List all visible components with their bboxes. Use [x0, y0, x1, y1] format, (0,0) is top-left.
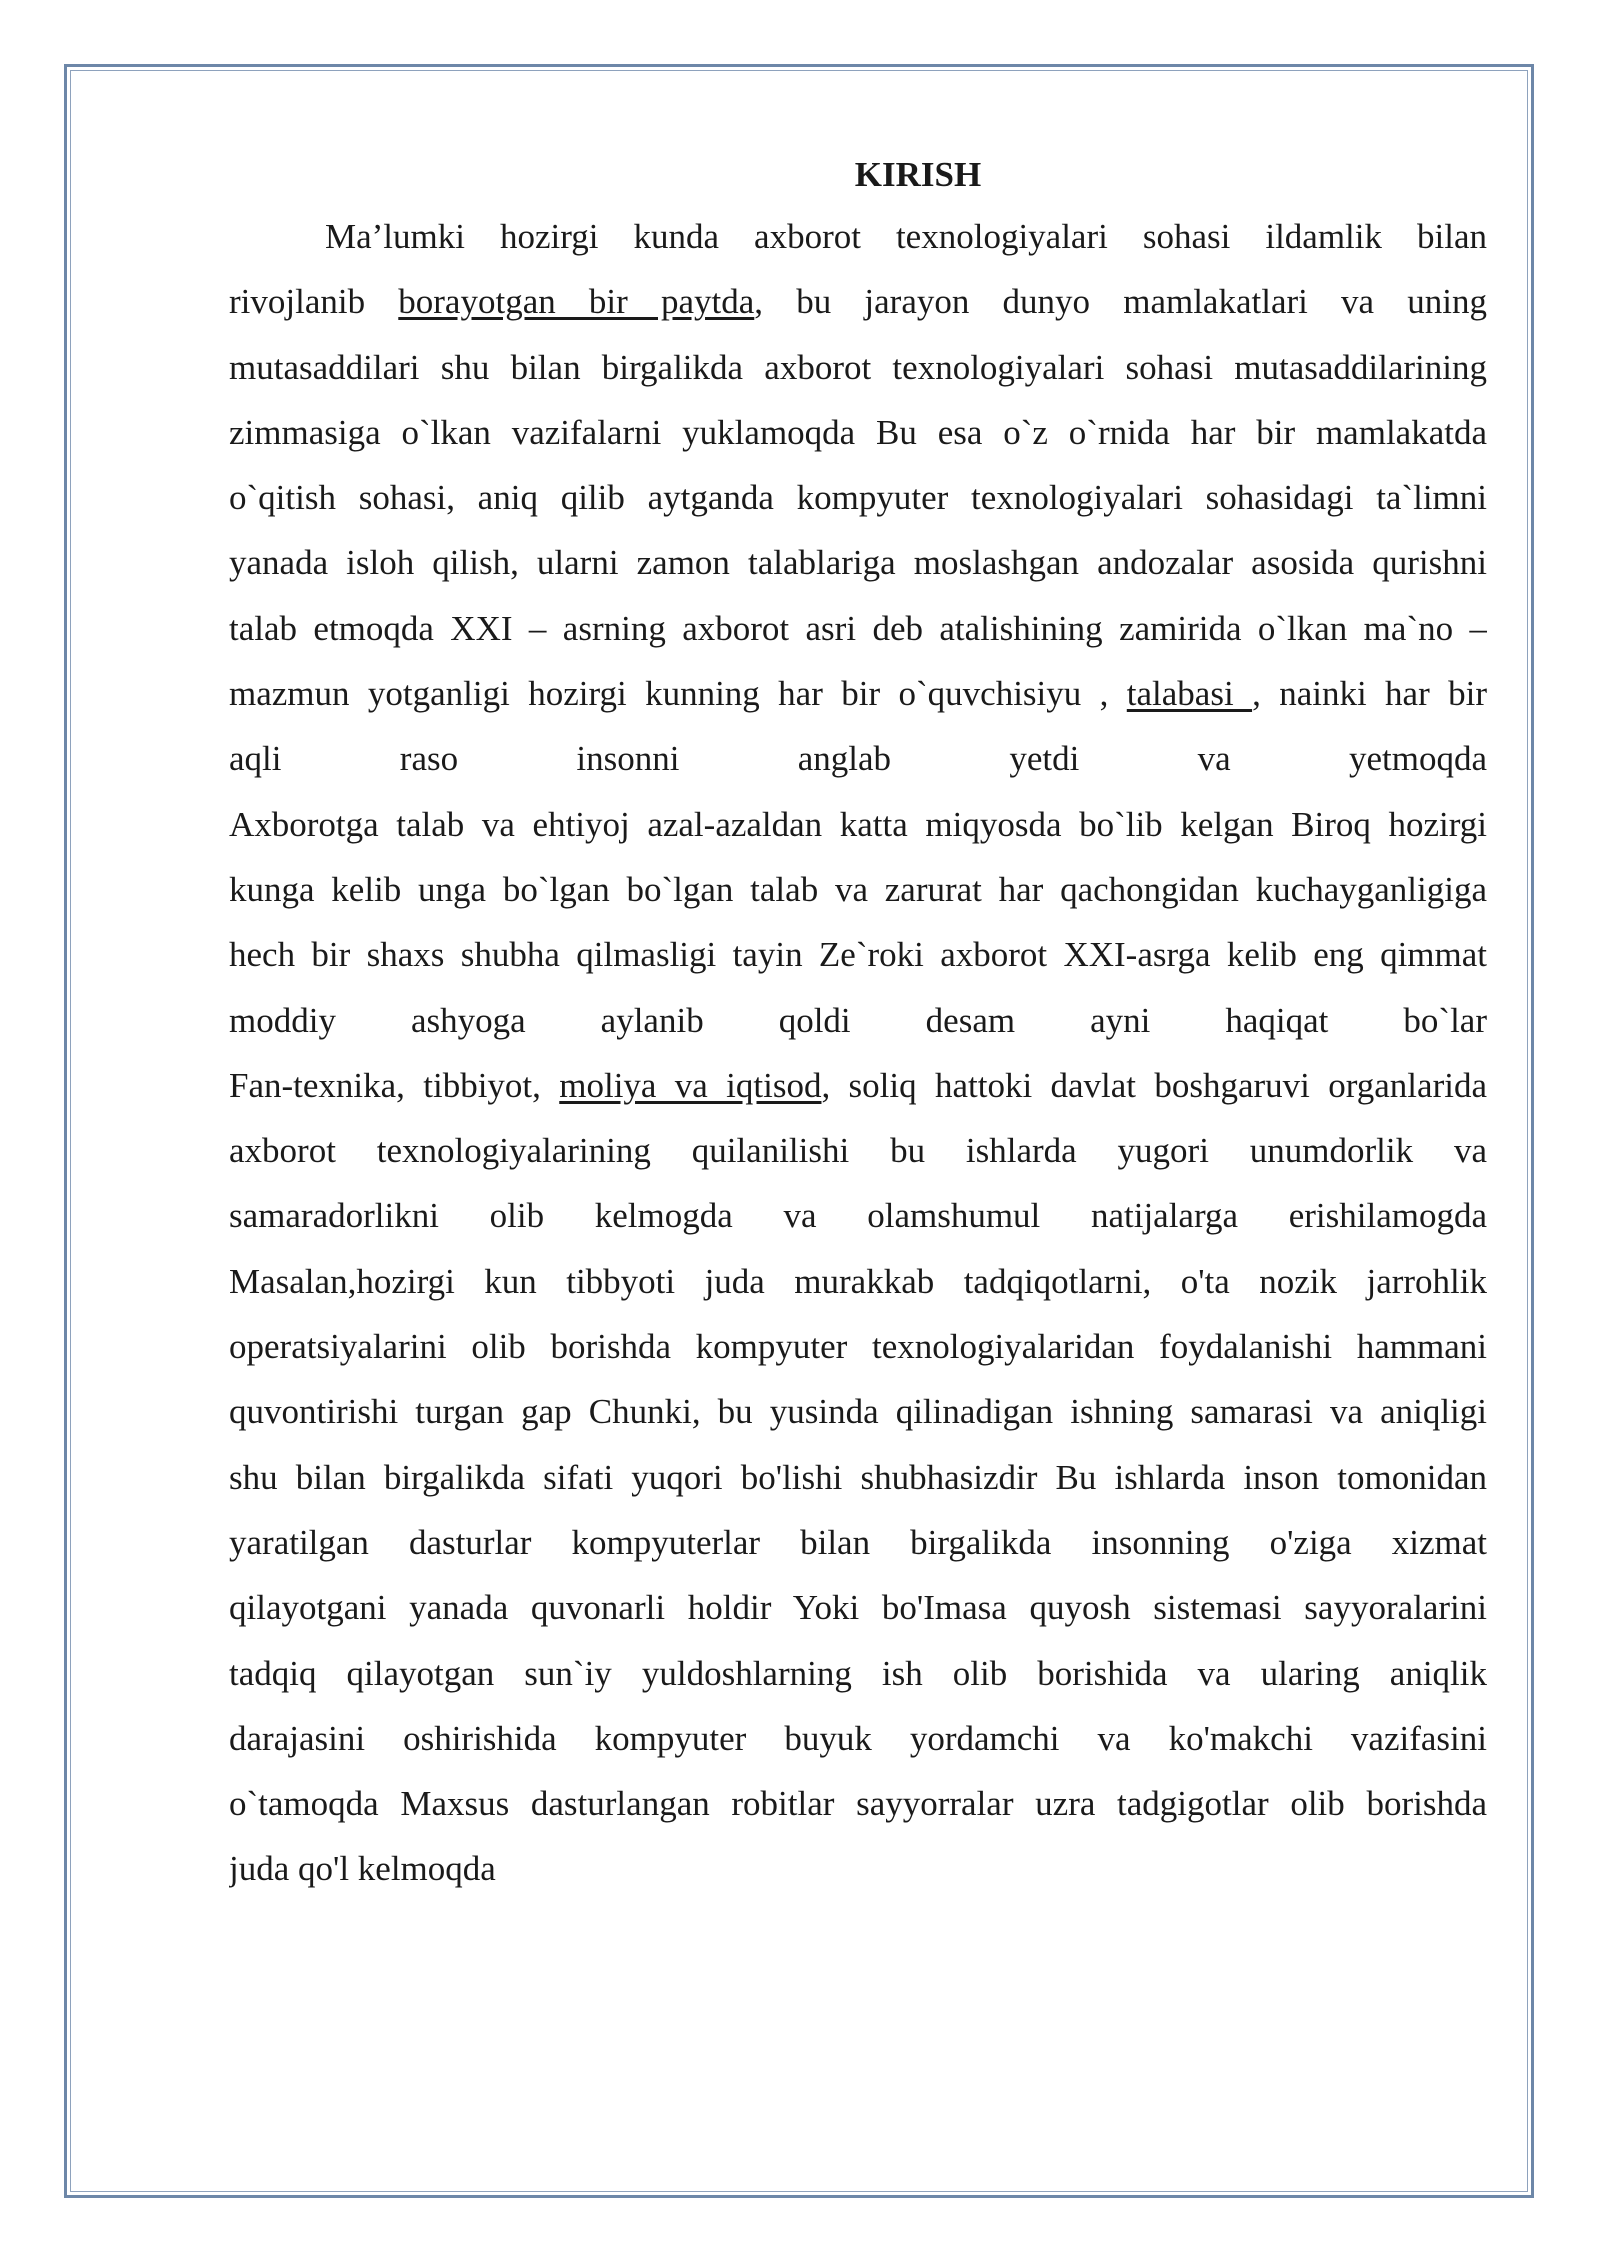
underlined-text: borayotgan bir paytda	[398, 282, 755, 322]
text-run: o`tamoqda Maxsus dasturlangan robitlar sayyorralar uzra tadgigotlar olib borishda	[229, 1784, 1487, 1824]
text-run: talab etmoqda XXI – asrning axborot asri deb atalishining zamirida o`lkan ma`no –	[229, 608, 1487, 648]
text-line	[229, 1314, 1487, 1379]
text-run: Masalan,hozirgi kun tibbyoti juda murakkab tadqiqotlarni, o'ta nozik jarrohlik	[229, 1261, 1487, 1301]
text-line	[229, 661, 1487, 726]
text-run: Fan-texnika, tibbiyot,	[229, 1065, 560, 1105]
text-line	[229, 792, 1487, 857]
paragraph	[229, 204, 1487, 1902]
text-line	[229, 204, 1487, 269]
text-run: juda qo'l kelmoqda	[229, 1849, 496, 1889]
text-line	[229, 1249, 1487, 1314]
text-line	[229, 1183, 1487, 1248]
text-run: darajasini oshirishida kompyuter buyuk yordamchi va ko'makchi vazifasini	[229, 1718, 1487, 1758]
text-line	[229, 1379, 1487, 1444]
document-body	[229, 150, 1487, 1902]
text-run: aqli raso insonni anglab yetdi va yetmoqda	[229, 739, 1487, 779]
text-run: , bu jarayon dunyo mamlakatlari va uning	[754, 282, 1487, 322]
text-run: qilayotgani yanada quvonarli holdir Yoki bo'Imasa quyosh sistemasi sayyoralarini	[229, 1588, 1487, 1628]
text-line	[229, 1053, 1487, 1118]
text-line	[229, 922, 1487, 987]
text-run: shu bilan birgalikda sifati yuqori bo'lishi shubhasizdir Bu ishlarda inson tomonidan	[229, 1457, 1487, 1497]
text-run: yanada isloh qilish, ularni zamon talablariga moslashgan andozalar asosida qurishni	[229, 543, 1487, 583]
text-run: mazmun yotganligi hozirgi kunning har bir o`quvchisiyu ,	[229, 674, 1127, 714]
text-line	[229, 400, 1487, 465]
text-run: zimmasiga o`lkan vazifalarni yuklamoqda Bu esa o`z o`rnida har bir mamlakatda	[229, 412, 1487, 452]
text-run: rivojlanib	[229, 282, 399, 322]
text-line	[229, 596, 1487, 661]
text-run: yaratilgan dasturlar kompyuterlar bilan birgalikda insonning o'ziga xizmat	[229, 1522, 1487, 1562]
underlined-text: talabasi	[1126, 674, 1253, 714]
text-run: o`qitish sohasi, aniq qilib aytganda kompyuter texnologiyalari sohasidagi ta`limni	[229, 478, 1487, 518]
text-line	[229, 1510, 1487, 1575]
text-run: operatsiyalarini olib borishda kompyuter texnologiyalaridan foydalanishi hammani	[229, 1327, 1487, 1367]
text-line	[229, 1445, 1487, 1510]
text-line	[229, 1836, 1487, 1901]
text-run: tadqiq qilayotgan sun`iy yuldoshlarning ish olib borishida va ularing aniqlik	[229, 1653, 1487, 1693]
text-run: Ma’lumki hozirgi kunda axborot texnologiyalari sohasi ildamlik bilan	[325, 217, 1487, 256]
text-run: Axborotga talab va ehtiyoj azal-azaldan katta miqyosda bo`lib kelgan Biroq hozirgi	[229, 804, 1487, 844]
page-title: KIRISH	[854, 155, 982, 194]
text-line	[229, 726, 1487, 791]
text-line	[229, 1118, 1487, 1183]
text-run: samaradorlikni olib kelmogda va olamshumul natijalarga erishilamogda	[229, 1196, 1487, 1236]
text-run: moddiy ashyoga aylanib qoldi desam ayni haqiqat bo`lar	[229, 1000, 1487, 1040]
text-run: quvontirishi turgan gap Chunki, bu yusinda qilinadigan ishning samarasi va aniqligi	[229, 1392, 1487, 1432]
text-line	[229, 335, 1487, 400]
text-line	[229, 1575, 1487, 1640]
text-line	[229, 465, 1487, 530]
text-run: mutasaddilari shu bilan birgalikda axborot texnologiyalari sohasi mutasaddilarining	[229, 347, 1487, 387]
text-line	[229, 988, 1487, 1053]
text-line	[229, 1706, 1487, 1771]
text-run: , nainki har bir	[1252, 674, 1487, 714]
text-run: kunga kelib unga bo`lgan bo`lgan talab va zarurat har qachongidan kuchayganligiga	[229, 869, 1487, 909]
text-line	[229, 530, 1487, 595]
text-line	[229, 269, 1487, 334]
underlined-text: moliya va iqtisod	[559, 1065, 822, 1105]
text-run: hech bir shaxs shubha qilmasligi tayin Ze`roki axborot XXI-asrga kelib eng qimmat	[229, 935, 1487, 975]
text-run: axborot texnologiyalarining quilanilishi bu ishlarda yugori unumdorlik va	[229, 1131, 1487, 1171]
text-line	[229, 1641, 1487, 1706]
text-line	[229, 1771, 1487, 1836]
text-line	[229, 857, 1487, 922]
text-run: , soliq hattoki davlat boshgaruvi organlarida	[821, 1065, 1487, 1105]
